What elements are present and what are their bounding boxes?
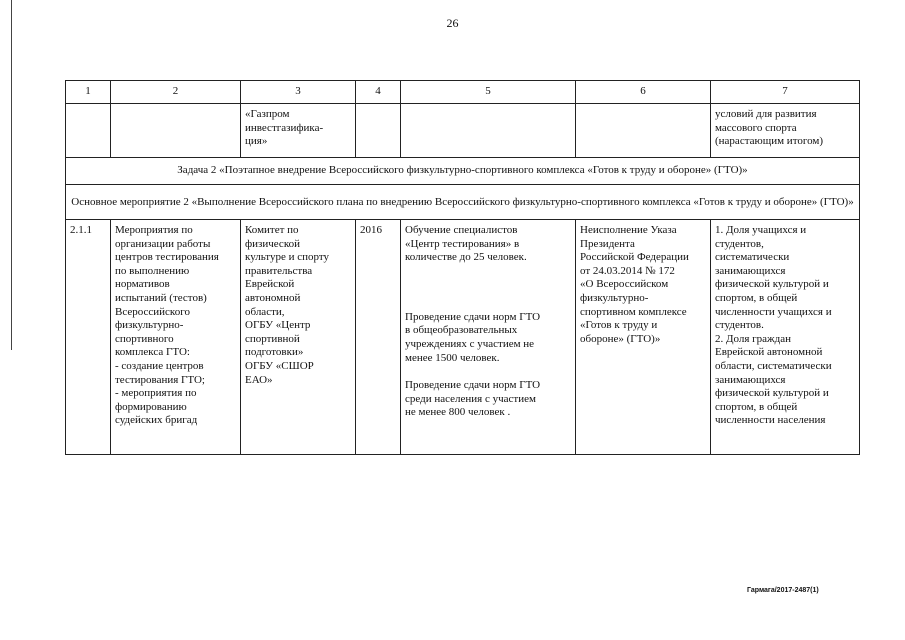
activity-cell	[111, 220, 241, 455]
column-number: 4	[356, 81, 401, 104]
column-number: 2	[111, 81, 241, 104]
task-heading: Задача 2 «Поэтапное внедрение Всероссийского физкультурно-спортивного комплекса «Готов к труду и обороне» (ГТО)»	[66, 158, 860, 185]
table-cell	[356, 104, 401, 158]
column-number-row	[66, 81, 860, 104]
indicators-text: 1. Доля учащихся и студентов, систематически занимающихся физической культурой и спортом, в общей численности учащихся и студентов. 2. Доля граждан Еврейской автономной области, систематически занимающихся физической культурой и спортом, в общей численности населения	[715, 224, 832, 427]
consequences-cell	[576, 220, 711, 455]
table-cell	[576, 104, 711, 158]
year-value: 2016	[360, 224, 382, 236]
footer-document-code: Гармага/2017-2487(1)	[747, 587, 819, 594]
column-number: 7	[711, 81, 860, 104]
table-row	[66, 220, 860, 455]
left-margin-line	[11, 0, 12, 350]
year-cell	[356, 220, 401, 455]
column-number: 3	[241, 81, 356, 104]
continuation-indicator-cell	[711, 104, 860, 158]
executor-cell	[241, 220, 356, 455]
column-number: 5	[401, 81, 576, 104]
table-cell	[66, 104, 111, 158]
spacer	[405, 365, 571, 379]
result-text-2: Проведение сдачи норм ГТО в общеобразовательных учреждениях с участием не менее 1500 человек.	[405, 310, 541, 364]
page-number: 26	[446, 16, 459, 30]
continuation-row	[66, 104, 860, 158]
continuation-executor-text: «Газпром инвестгазифика- ция»	[245, 108, 324, 148]
executor-text: Комитет по физической культуре и спорту правительства Еврейской автономной области, ОГБУ «Центр спортивной подготовки» ОГБУ «СШОР ЕАО»	[245, 224, 330, 386]
indicators-cell	[711, 220, 860, 455]
column-number: 6	[576, 81, 711, 104]
table-cell	[111, 104, 241, 158]
results-cell	[401, 220, 576, 455]
continuation-indicator-text: условий для развития массового спорта (нарастающим итогом)	[715, 108, 824, 148]
row-number: 2.1.1	[70, 224, 92, 236]
spacer	[405, 265, 571, 311]
activities-table	[65, 80, 860, 455]
result-text-1: Обучение специалистов «Центр тестирования» в количестве до 25 человек.	[405, 224, 527, 264]
result-text-3: Проведение сдачи норм ГТО среди населения с участием не менее 800 человек .	[405, 379, 541, 419]
table-cell	[401, 104, 576, 158]
task-row	[66, 158, 860, 185]
column-number: 1	[66, 81, 111, 104]
main-event-row	[66, 185, 860, 220]
activity-text: Мероприятия по организации работы центров тестирования по выполнению нормативов испытаний (тестов) Всероссийского физкультурно- спортивного комплекса ГТО: - создание центров тестирования ГТО; - мероприятия по формированию судейских бригад	[115, 224, 219, 427]
row-number-cell	[66, 220, 111, 455]
continuation-executor-cell	[241, 104, 356, 158]
consequences-text: Неисполнение Указа Президента Российской Федерации от 24.03.2014 № 172 «О Всероссийском физкультурно- спортивном комплексе «Готов к труду и обороне» (ГТО)»	[580, 224, 689, 345]
main-event-heading: Основное мероприятие 2 «Выполнение Всероссийского плана по внедрению Всероссийского физкультурно-спортивного комплекса «Готов к труду и обороне» (ГТО)»	[66, 185, 860, 220]
